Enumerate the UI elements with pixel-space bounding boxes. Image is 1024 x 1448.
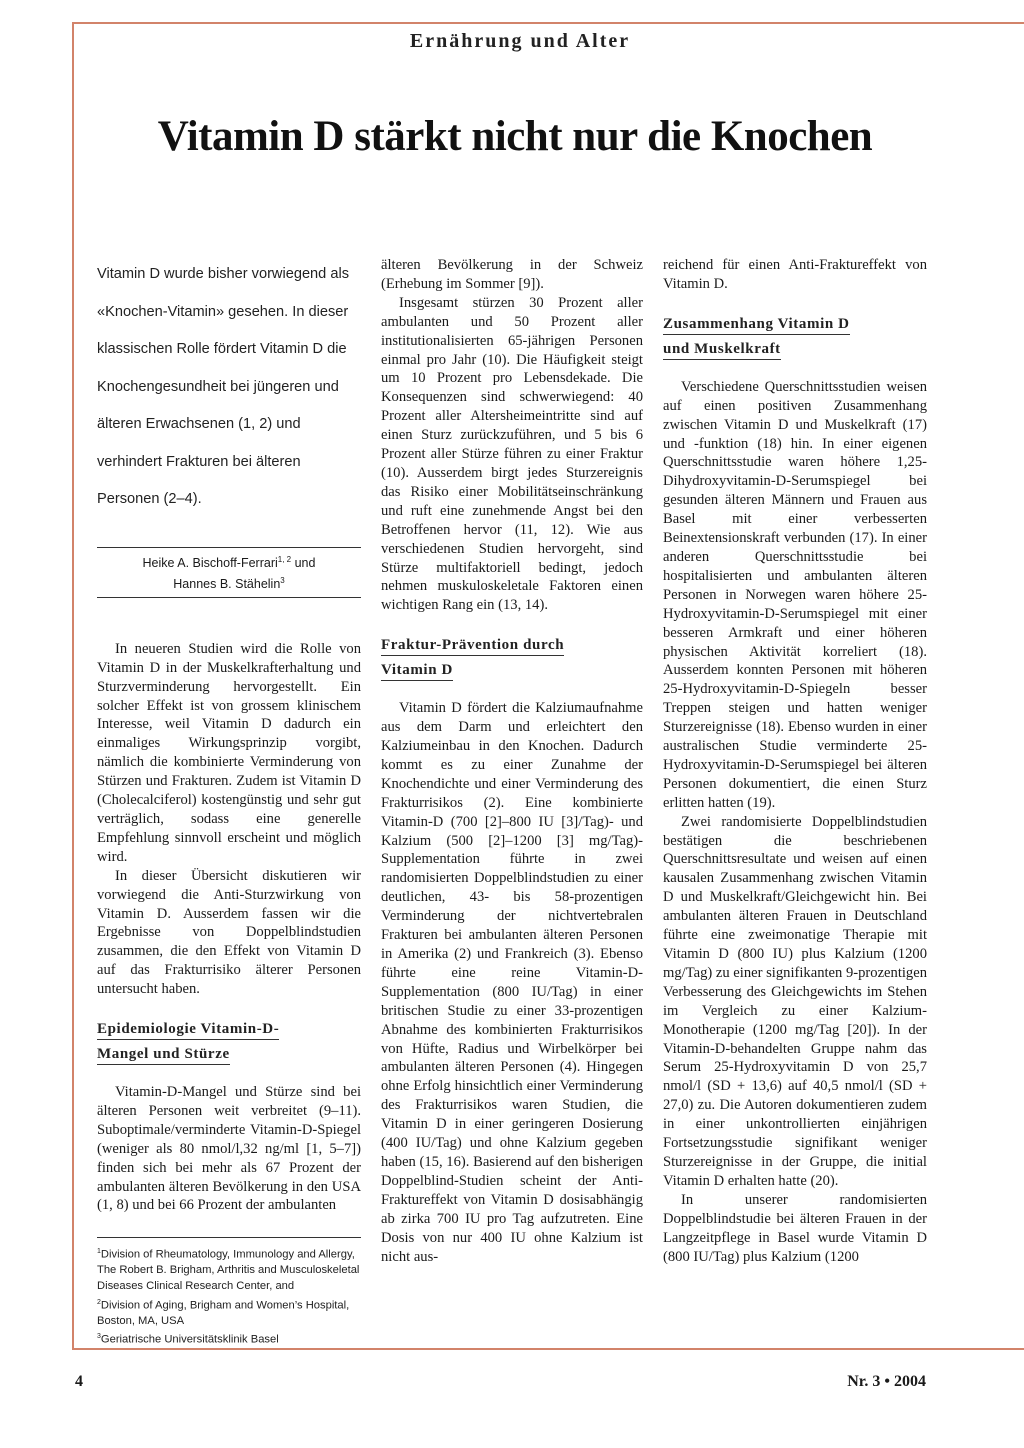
article-title: Vitamin D stärkt nicht nur die Knochen [157, 113, 873, 160]
footnote-marker: 1 [97, 1248, 101, 1255]
section-heading [381, 633, 643, 683]
footnote-text: Division of Aging, Brigham and Women’s Hospital, Boston, MA, USA [97, 1299, 350, 1327]
author-affiliation-marker: 1, 2 [277, 554, 292, 564]
section-heading [663, 312, 927, 362]
author-block [97, 547, 361, 598]
column-3 [663, 256, 927, 1266]
issue-label: Nr. 3 • 2004 [847, 1373, 926, 1390]
body-paragraph: Verschiedene Querschnittsstudien weisen auf einen positiven Zusammenhang zwischen Vitamin D und Muskelkraft (17) und -funktion (18) hin. In einer eigenen Querschnittsstudie waren höhere 1,25-Dihydroxyvitamin-D-Serumspiegel bei gesunden älteren Männern und Frauen aus Basel mit einer verbesserten Beinextensionskraft verbunden (17). In einer anderen Querschnittsstudie bei hospitalisierten und ambulanten älteren Personen in Norwegen waren höhere 25-Hydroxyvitamin-D-Serumspiegel mit einer besseren Armkraft und einer höheren physischen Aktivität korreliert (18). Ausserdem konnten Personen mit höheren 25-Hydroxyvitamin-D-Spiegeln besser Treppen steigen und hatten weniger Sturzereignisse (18). Ebenso wurden in einer australischen Studie verminderte 25-Hydroxyvitamin-D-Serumspiegel bei älteren Personen dokumentiert, die einen Sturz erlitten hatten (19). [663, 378, 927, 811]
footnote-text: Division of Rheumatology, Immunology and Allergy, The Robert B. Brigham, Arthritis and Musculoskeletal Diseases Clinical Research Center, and [97, 1248, 360, 1292]
author-line-2 [97, 572, 361, 593]
footnote-marker: 3 [97, 1333, 101, 1341]
body-paragraph: Vitamin D fördert die Kalziumaufnahme aus dem Darm und erleichtert den Kalziumeinbau in den Knochen. Dadurch kommt es zu einer Zunahme der Knochendichte und einer Verminderung des Frakturrisikos (2). Eine kombinierte Vitamin-D (700 [2]–800 IU [3]/Tag)- und Kalzium (500 [2]–1200 [3] mg/Tag)-Supplementation führte in zwei randomisierten Doppelblindstudien zu einer deutlichen, 43- bis 58-prozentigen Verminderung der nichtvertebralen Frakturen bei ambulanten älteren Personen in Amerika (2) und Frankreich (3). Ebenso führte eine reine Vitamin-D-Supplementation (800 IU/Tag) in einer britischen Studie zu einer 33-prozentigen Abnahme des kombinierten Frakturrisikos von Hüfte, Radius und Wirbelkörper bei ambulanten älteren Personen (4). Hingegen ohne Erfolg hinsichtlich einer Verminderung des Frakturrisikos waren Studien, die Vitamin D in einer geringeren Dosierung (400 IU/Tag) und ohne Kalzium gegeben haben (15, 16). Basierend auf den bisherigen Doppelblind-Studien scheint der Anti-Fraktureffekt von Vitamin D dosisabhängig ab zirka 700 IU pro Tag aufzutreten. Eine Dosis von nur 400 IU ohne Kalzium ist nicht aus- [381, 700, 643, 1265]
author-name: Heike A. Bischoff-Ferrari [142, 555, 278, 570]
author-affiliation-marker: 3 [280, 575, 285, 585]
body-paragraph: In neueren Studien wird die Rolle von Vitamin D in der Muskelkrafterhaltung und Sturzverminderung hervorgestellt. Ein solcher Effekt ist von grossem klinischem Interesse, weil Vitamin D dadurch ein einmaliges Wirkungsprinzip vorgibt, nämlich die kombinierte Verminderung von Stürzen und Frakturen. Zudem ist Vitamin D (Cholecalciferol) kostengünstig und sehr gut verträglich, sodass eine generelle Empfehlung sinnvoll erscheint und möglich wird. [97, 640, 361, 865]
heading-line: und Muskelkraft [663, 341, 781, 360]
page-number: 4 [75, 1373, 83, 1390]
body-paragraph: In dieser Übersicht diskutieren wir vorwiegend die Anti-Sturzwirkung von Vitamin D. Ausserdem fassen wir die Ergebnisse von Doppelblindstudien zusammen, die den Effekt von Vitamin D auf das Frakturrisiko älterer Personen untersucht haben. [97, 867, 361, 998]
column-2 [381, 256, 643, 1266]
footnote-text: Geriatrische Universitätsklinik Basel [100, 1334, 279, 1347]
footnotes [97, 1237, 361, 1349]
footnote [97, 1244, 361, 1295]
section-header: Ernährung und Alter [409, 30, 631, 52]
body-paragraph: Zwei randomisierte Doppelblindstudien bestätigen die beschriebenen Querschnittsresultate und weisen auf einen kausalen Zusammenhang zwischen Vitamin D und Muskelkraft/Gleichgewicht hin. Bei ambulanten älteren Frauen in Deutschland führte eine zweimonatige Therapie mit Vitamin D (800 IU) plus Kalzium (1200 mg/Tag) zu einer signifikanten 9-prozentigen Verbesserung des Gleichgewichts im Stehen im Vergleich zu einer Kalzium-Monotherapie (1200 mg/Tag [20]). In der Vitamin-D-behandelten Gruppe nahm das Serum 25-Hydroxyvitamin D von 25,7 nmol/l (SD + 13,6) auf 40,5 nmol/l (SD + 27,0) zu. Die Autoren dokumentieren zudem in einer unkontrollierten einjährigen Fortsetzungsstudie signifikant weniger Sturzereignisse in der Gruppe, die initial Vitamin D erhalten hatte (20). [663, 813, 928, 1189]
body-paragraph: reichend für einen Anti-Fraktureffekt von Vitamin D. [663, 257, 927, 292]
body-paragraph: älteren Bevölkerung in der Schweiz (Erhebung im Sommer [9]). [381, 257, 643, 292]
heading-line: Vitamin D [381, 662, 453, 681]
column-1 [97, 256, 361, 1215]
section-heading [97, 1017, 361, 1067]
heading-line: Epidemiologie Vitamin-D- [97, 1021, 279, 1040]
footnote [97, 1329, 361, 1348]
body-paragraph: Insgesamt stürzen 30 Prozent aller ambulanten und 50 Prozent aller institutionalisierten 65-jährigen Personen einmal pro Jahr (10). Die Häufigkeit steigt um 10 Prozent pro Lebensdekade. Die Konsequenzen sind schwerwiegend: 40 Prozent aller Altersheimeintritte sind auf einen Sturz zurückzuführen, und 5 bis 6 Prozent aller Stürze führen zu einer Fraktur (10). Ausserdem birgt jedes Sturzereignis das Risiko einer Mobilitätseinschränkung und ruft eine zunehmende Angst bei den Betroffenen hervor (11, 12). Wie aus verschiedenen Studien hervorgeht, sind Stürze multifaktoriell bedingt, jedoch nehmen muskuloskeletale Faktoren einen wichtigen Rang ein (13, 14). [381, 294, 643, 614]
body-paragraph: Vitamin-D-Mangel und Stürze sind bei älteren Personen weit verbreitet (9–11). Suboptimale/verminderte Vitamin-D-Spiegel (weniger als 80 nmol/l,32 ng/ml [1, 5–7]) finden sich bei mehr als 67 Prozent der ambulanten älteren Bevölkerung in den USA (1, 8) und bei 66 Prozent der ambulanten [97, 1084, 361, 1214]
heading-line: Mangel und Stürze [97, 1046, 230, 1065]
body-paragraph: In unserer randomisierten Doppelblindstudie bei älteren Frauen in der Langzeitpflege in Basel wurde Vitamin D (800 IU/Tag) plus Kalzium (1200 [663, 1191, 927, 1265]
heading-line: Fraktur-Prävention durch [381, 637, 564, 656]
heading-line: Zusammenhang Vitamin D [663, 316, 850, 335]
footnote [97, 1295, 361, 1330]
lead-paragraph: Vitamin D wurde bisher vorwiegend als «Knochen-Vitamin» gesehen. In dieser klassischen Rolle fördert Vitamin D die Knochengesundheit bei jüngeren und älteren Erwachsenen (1, 2) und verhindert Frakturen bei älteren Personen (2–4). [97, 266, 349, 507]
author-name: Hannes B. Stähelin [173, 576, 281, 591]
author-line-1 [97, 551, 361, 572]
author-conjunction: und [291, 555, 316, 570]
footnote-marker: 2 [97, 1298, 101, 1306]
